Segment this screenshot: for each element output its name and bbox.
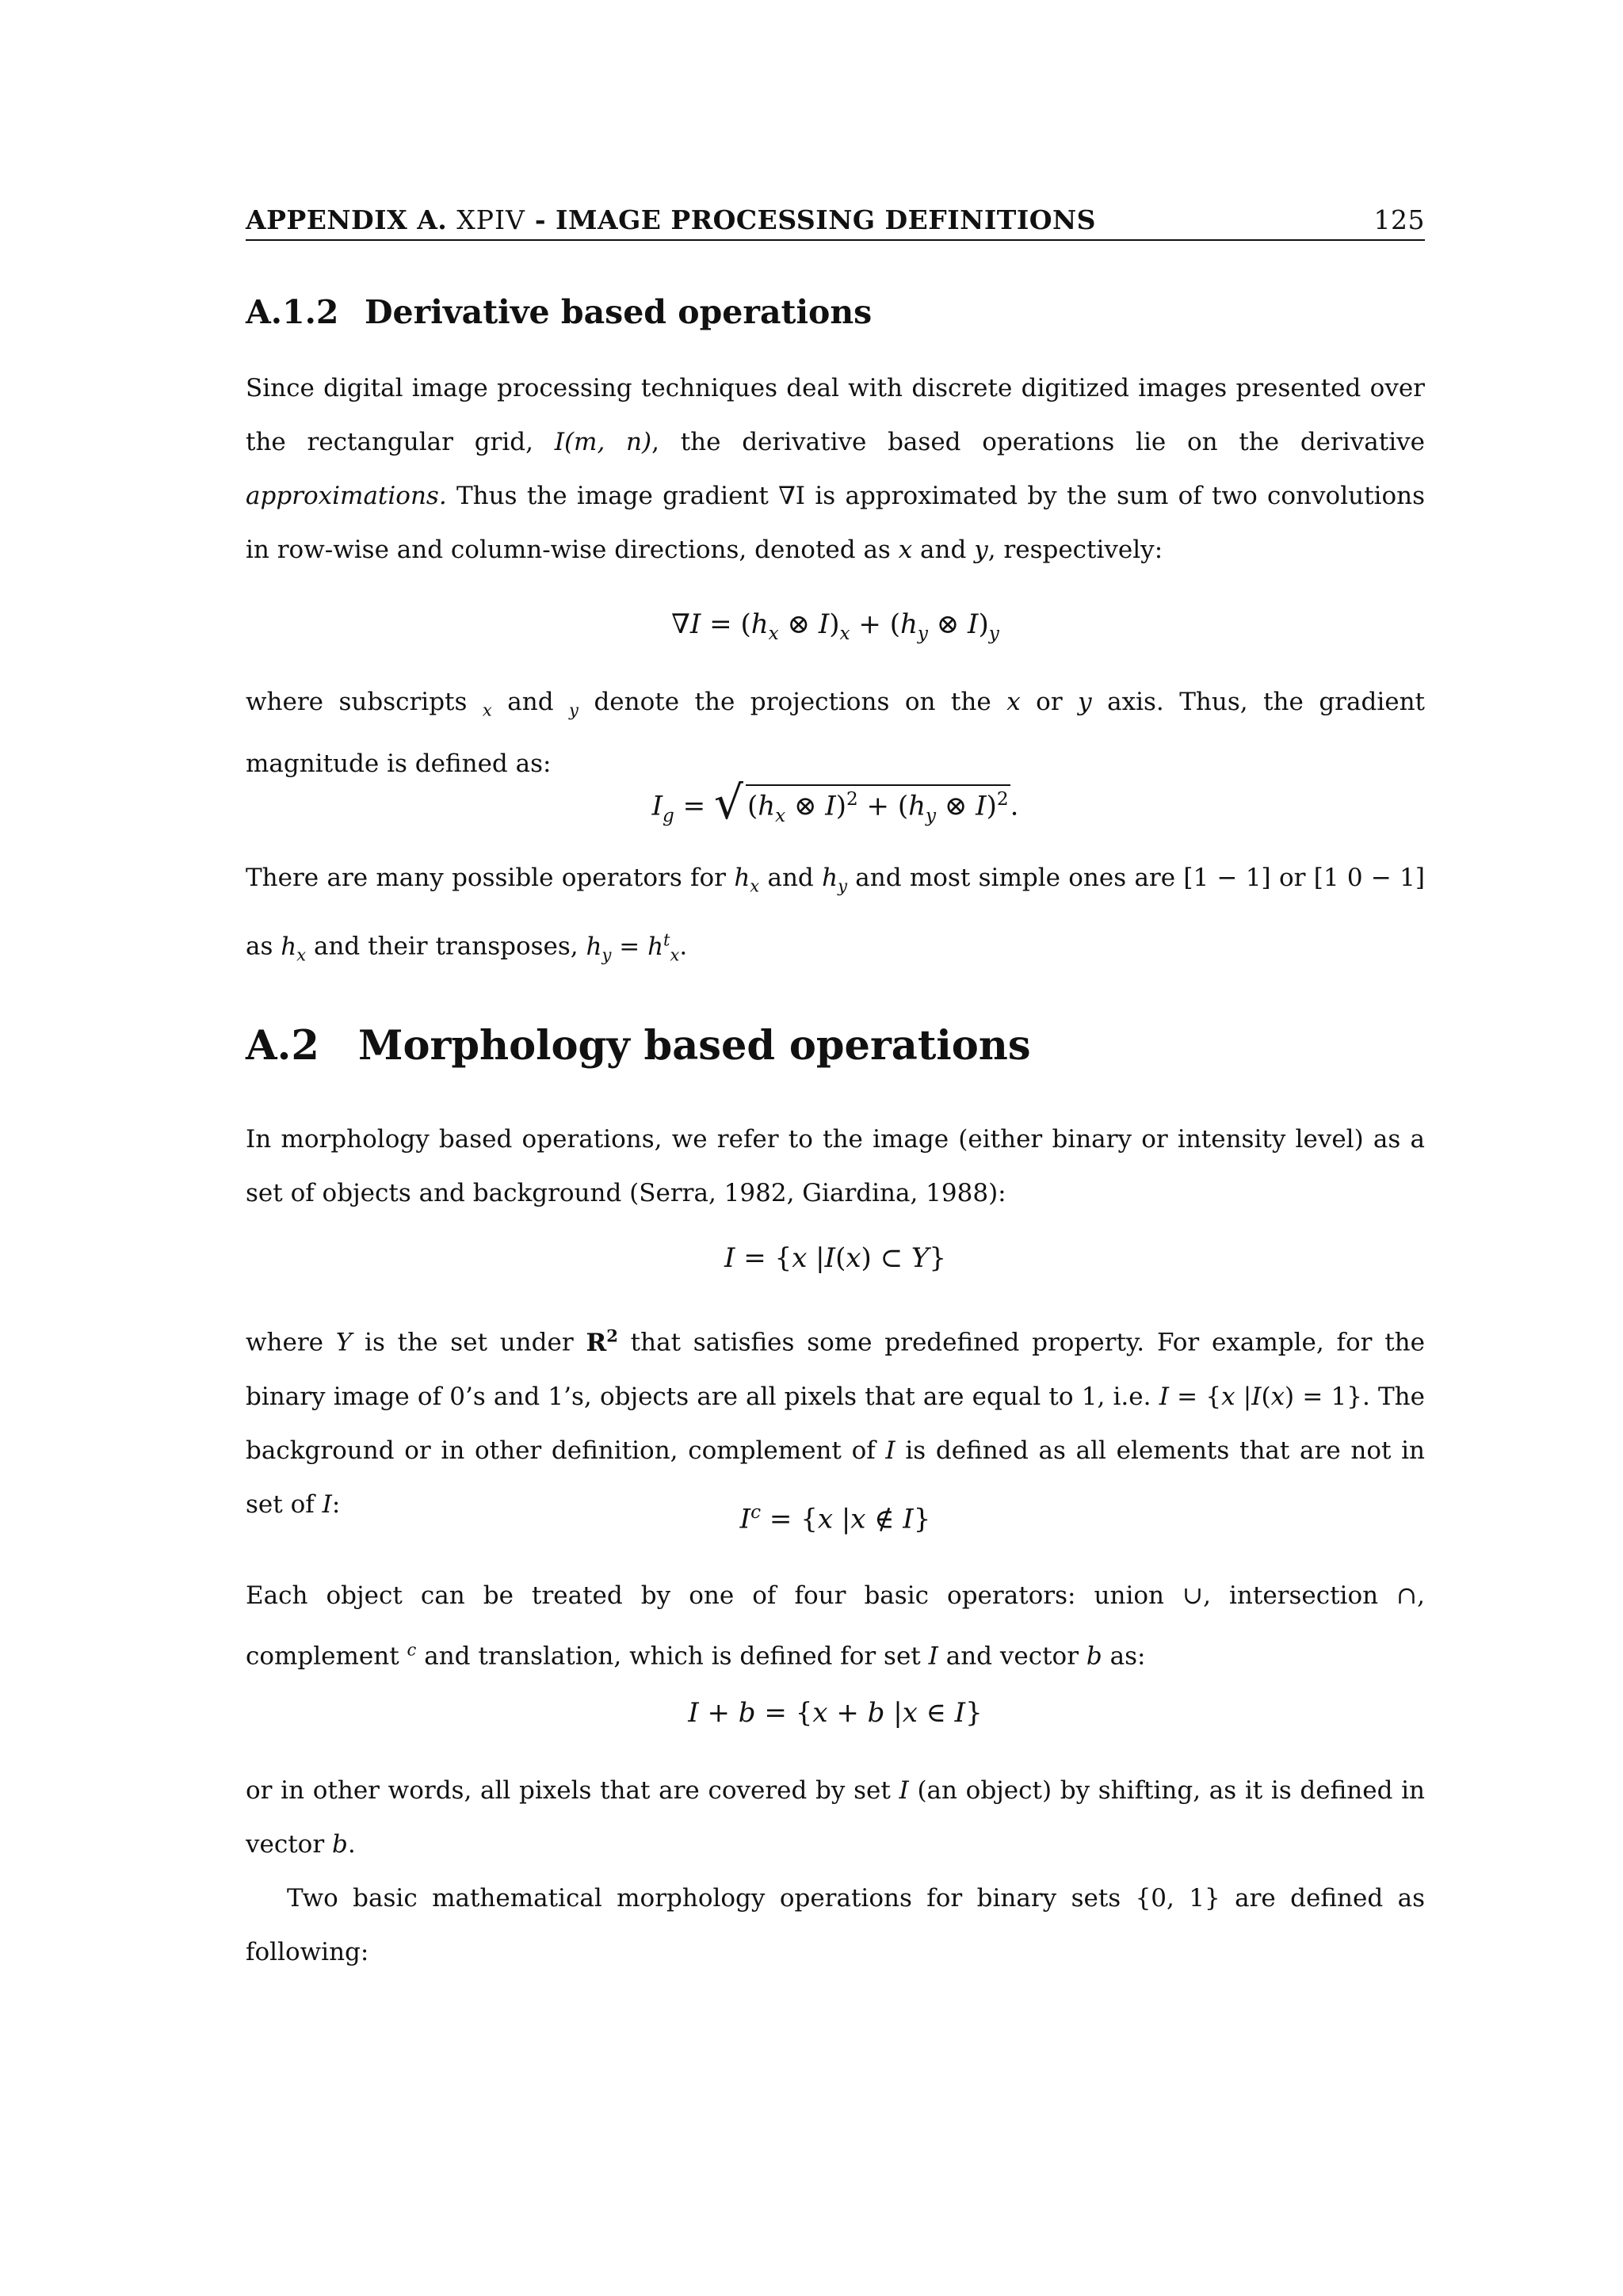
xpiv-logo: XPIV (456, 204, 525, 235)
running-header (246, 204, 1425, 241)
equation-gradient: $\nabla I = (h_x$ ⊗ $I)_x + (h_y$ ⊗ $I)_y$ (671, 608, 999, 645)
paragraph-basic-operators: Each object can be treated by one of four basic operators: union ∪, intersection ∩, complement $^c$ and translation, which is defined for set I and vector b as: (246, 1581, 1425, 1671)
header-title: APPENDIX A. XPIV - IMAGE PROCESSING DEFINITIONS (246, 204, 1097, 235)
paragraph-subscripts: where subscripts $_x$ and $_y$ denote the projections on the x or y axis. Thus, the gradient magnitude is defined as: (246, 688, 1426, 779)
paragraph-morphology-intro: In morphology based operations, we refer to the image (either binary or intensity level) as a set of objects and background (Serra, 1982, Giardina, 1988): (246, 1125, 1425, 1207)
paragraph-derivative-intro: Since digital image processing techniques deal with discrete digitized images presented over the rectangular grid, I(m, n), the derivative based operations lie on the derivative approximations. Thus the image gradient ∇I is approximated by the sum of two convolutions in row-wise and column-wise directions, denoted as x and y, respectively: (246, 374, 1425, 564)
paragraph-set-property: where Y is the set under $R^2$ that satisfies some predefined property. For example, for the binary image of 0’s and 1’s, objects are all pixels that are equal to 1, i.e. I = {x |I(x) = 1}. The background or in other definition, complement of I is defined as all elements that are not in set of I: (246, 1325, 1426, 1519)
paragraph-binary-operations: Two basic mathematical morphology operations for binary sets {0, 1} are defined as following: (246, 1884, 1425, 1966)
section-heading-a2: A.2 Morphology based operations (246, 1022, 1031, 1070)
page-number: 125 (1373, 204, 1425, 235)
equation-set-definition: I = {x |I(x) ⊂ Y} (724, 1242, 947, 1274)
equation-gradient-magnitude: $I_g$ = √ ($h_x$ ⊗ $I)^2 + (h_y$ ⊗ I)$^2$. (651, 776, 1019, 830)
section-heading-a12: A.1.2 Derivative based operations (246, 293, 873, 331)
paragraph-translation-explained: or in other words, all pixels that are covered by set I (an object) by shifting, as it is defined in vector b. (246, 1776, 1426, 1859)
equation-complement: $I^c = \{x$ |x ∉ I} (739, 1502, 931, 1535)
equation-translation: I + b = {x + b |x ∈ I} (688, 1697, 983, 1729)
paragraph-operators: There are many possible operators for $h_x$ and $h_y$ and most simple ones are [1 − 1] or [1 0 − 1] as $h_x$ and their transposes, $h_y = h^t_x$. (246, 864, 1425, 965)
